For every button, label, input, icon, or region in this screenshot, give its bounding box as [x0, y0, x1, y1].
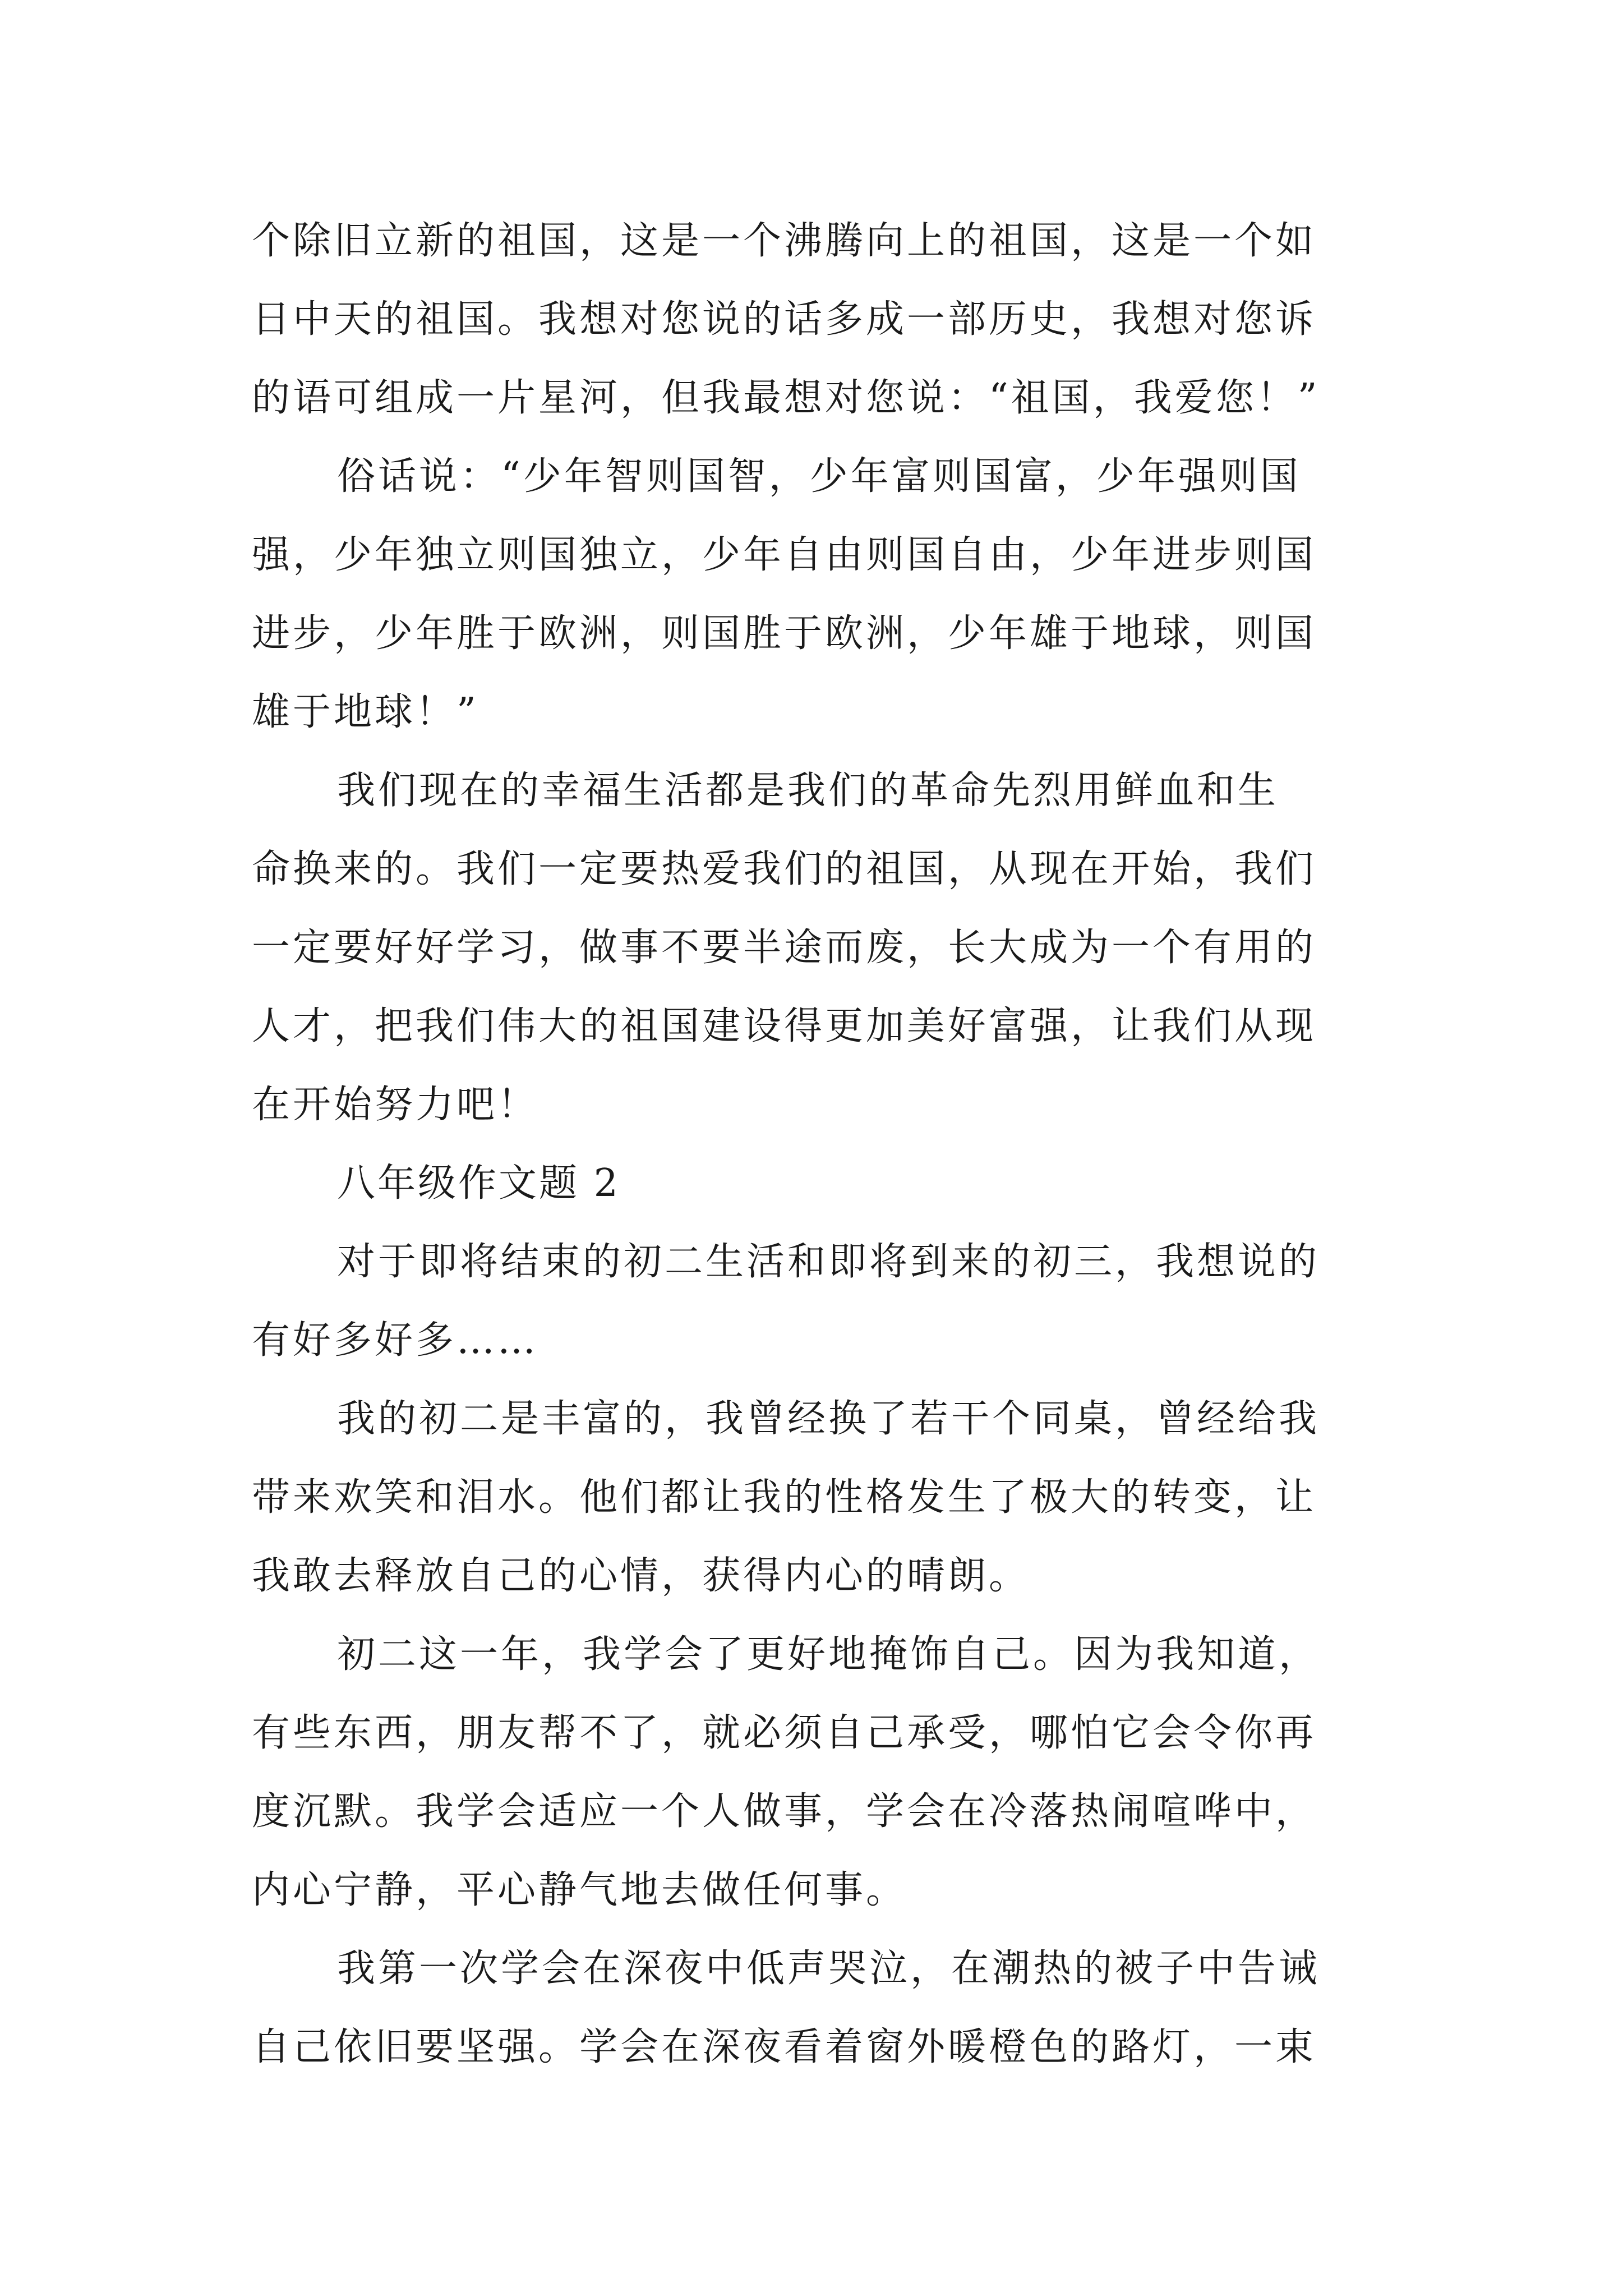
- text-line: 一定要好好学习，做事不要半途而废，长大成为一个有用的: [252, 926, 1317, 970]
- text-line: 强，少年独立则国独立，少年自由则国自由，少年进步则国: [252, 533, 1317, 577]
- text-line: 我敢去释放自己的心情，获得内心的晴朗。: [252, 1554, 1030, 1598]
- text-line: 命换来的。我们一定要热爱我们的祖国，从现在开始，我们: [252, 847, 1317, 891]
- paragraph-first-line: 我们现在的幸福生活都是我们的革命先烈用鲜血和生: [337, 769, 1279, 813]
- text-line: 有些东西，朋友帮不了，就必须自己承受，哪怕它会令你再: [252, 1711, 1317, 1755]
- text-line: 的语可组成一片星河，但我最想对您说：“祖国，我爱您！”: [252, 376, 1320, 420]
- document-page: [252, 202, 1379, 2087]
- text-line: 日中天的祖国。我想对您说的话多成一部历史，我想对您诉: [252, 297, 1317, 342]
- paragraph-first-line: 我的初二是丰富的，我曾经换了若干个同桌，曾经给我: [337, 1397, 1320, 1441]
- text-line: 在开始努力吧！: [252, 1083, 539, 1127]
- paragraph-first-line: 对于即将结束的初二生活和即将到来的初三，我想说的: [337, 1240, 1320, 1284]
- text-line: 带来欢笑和泪水。他们都让我的性格发生了极大的转变，让: [252, 1475, 1317, 1520]
- text-line: 度沉默。我学会适应一个人做事，学会在冷落热闹喧哗中，: [252, 1789, 1317, 1834]
- text-line: 内心宁静，平心静气地去做任何事。: [252, 1868, 907, 1912]
- text-line: 人才，把我们伟大的祖国建设得更加美好富强，让我们从现: [252, 1004, 1317, 1048]
- paragraph-first-line: 俗话说：“少年智则国智，少年富则国富，少年强则国: [337, 454, 1301, 499]
- section-heading: 八年级作文题 2: [337, 1161, 620, 1205]
- text-line: 自己依旧要坚强。学会在深夜看着窗外暖橙色的路灯，一束: [252, 2025, 1317, 2069]
- text-line: 有好多好多……: [252, 1318, 539, 1363]
- text-line: 雄于地球！”: [252, 690, 479, 734]
- text-line: 进步，少年胜于欧洲，则国胜于欧洲，少年雄于地球，则国: [252, 611, 1317, 656]
- paragraph-first-line: 初二这一年，我学会了更好地掩饰自己。因为我知道，: [337, 1632, 1320, 1677]
- paragraph-first-line: 我第一次学会在深夜中低声哭泣，在潮热的被子中告诫: [337, 1947, 1320, 1991]
- text-line: 个除旧立新的祖国，这是一个沸腾向上的祖国，这是一个如: [252, 219, 1317, 263]
